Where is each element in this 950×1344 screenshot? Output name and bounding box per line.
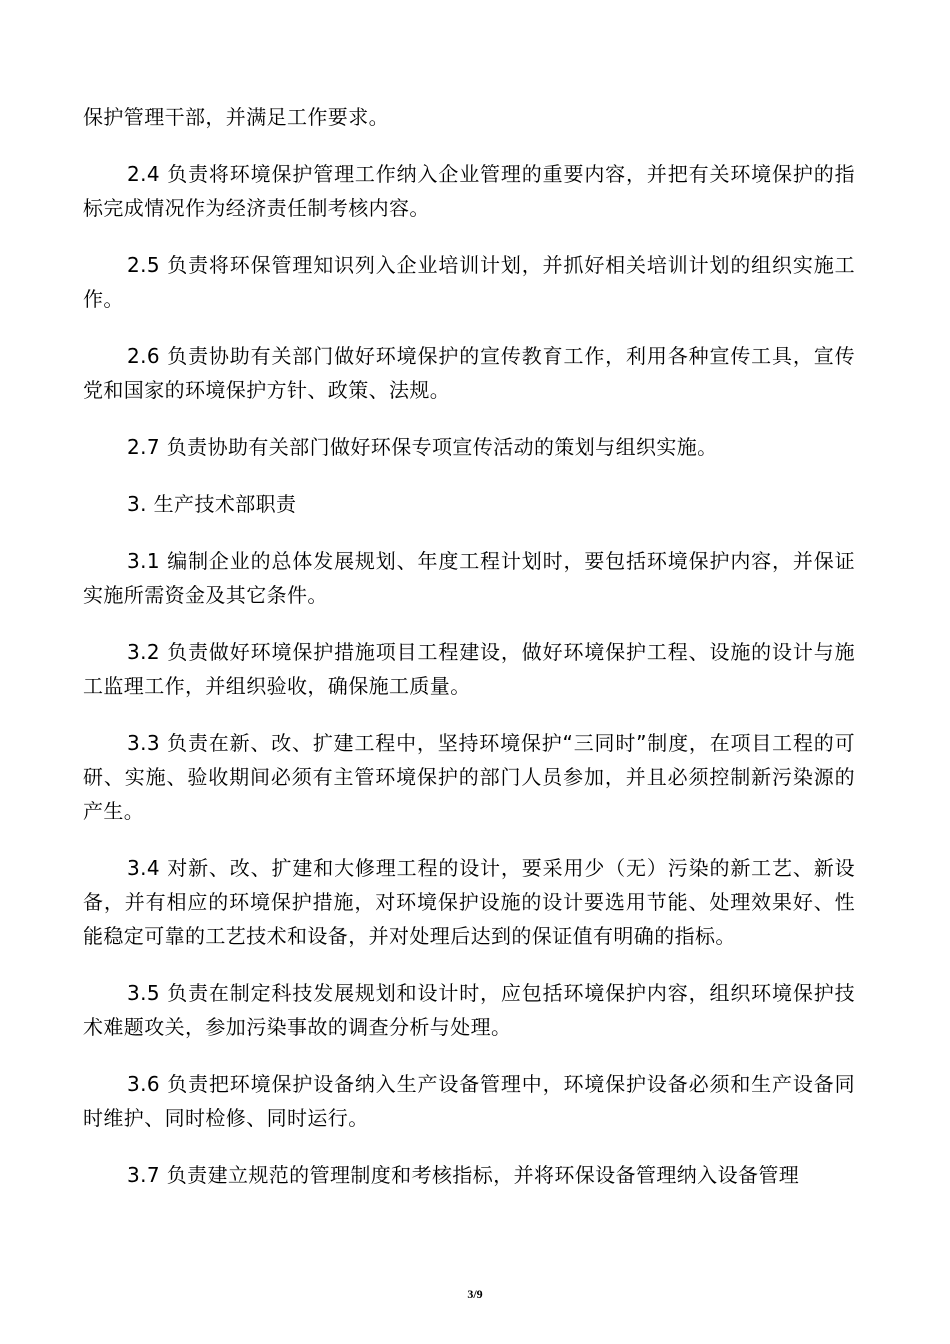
paragraph-3-3: 3.3 负责在新、改、扩建工程中，坚持环境保护“三同时”制度，在项目工程的可研、实施、验收期间必须有主管环境保护的部门人员参加，并且必须控制新污染源的产生。	[83, 731, 855, 823]
paragraph-3-7: 3.7 负责建立规范的管理制度和考核指标，并将环保设备管理纳入设备管理	[127, 1163, 800, 1187]
paragraph-3-4: 3.4 对新、改、扩建和大修理工程的设计，要采用少（无）污染的新工艺、新设备，并有相应的环境保护措施，对环境保护设施的设计要选用节能、处理效果好、性能稳定可靠的工艺技术和设备，并对处理后达到的保证值有明确的指标。	[83, 856, 855, 948]
document-body	[83, 100, 855, 1215]
paragraph-3-5: 3.5 负责在制定科技发展规划和设计时，应包括环境保护内容，组织环境保护技术难题攻关，参加污染事故的调查分析与处理。	[83, 981, 855, 1039]
paragraph-3-2: 3.2 负责做好环境保护措施项目工程建设，做好环境保护工程、设施的设计与施工监理工作，并组织验收，确保施工质量。	[83, 640, 855, 698]
paragraph-2-4: 2.4 负责将环境保护管理工作纳入企业管理的重要内容，并把有关环境保护的指标完成情况作为经济责任制考核内容。	[83, 162, 855, 220]
paragraph-continuation: 保护管理干部，并满足工作要求。	[83, 105, 389, 129]
paragraph-3-6: 3.6 负责把环境保护设备纳入生产设备管理中，环境保护设备必须和生产设备同时维护、同时检修、同时运行。	[83, 1072, 855, 1130]
page-number: 3/9	[467, 1287, 483, 1301]
section-heading-3: 3. 生产技术部职责	[127, 492, 297, 516]
paragraph-2-6: 2.6 负责协助有关部门做好环境保护的宣传教育工作，利用各种宣传工具，宣传党和国家的环境保护方针、政策、法规。	[83, 344, 855, 402]
paragraph-2-5: 2.5 负责将环保管理知识列入企业培训计划，并抓好相关培训计划的组织实施工作。	[83, 253, 855, 311]
paragraph-3-1: 3.1 编制企业的总体发展规划、年度工程计划时，要包括环境保护内容，并保证实施所需资金及其它条件。	[83, 549, 855, 607]
paragraph-2-7: 2.7 负责协助有关部门做好环保专项宣传活动的策划与组织实施。	[127, 435, 718, 459]
